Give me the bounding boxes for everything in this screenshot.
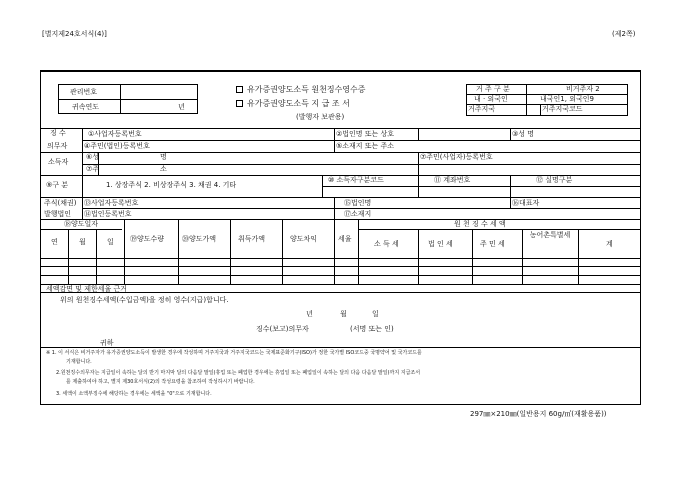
note-1-cont: 기재합니다. (66, 359, 92, 365)
earner-address-label: ⑦주 (86, 165, 100, 173)
rate-header: 세율 (338, 235, 352, 243)
date-month: 월 (340, 310, 347, 318)
kind-label: ⑨구 분 (46, 181, 69, 189)
resident-tax-header: 주 민 세 (480, 240, 505, 248)
note-2-cont: 를 제출하여야 하고, 별지 제30호서식(2)의 작성요령을 참조하여 작성하시기 바랍니다. (66, 379, 255, 385)
earner-name-label: ⑥성 (86, 153, 100, 161)
payer-label: 징수(보고)의무자 (256, 325, 309, 333)
country-label: 거주지국 (468, 105, 496, 113)
month-header: 월 (79, 238, 86, 246)
earner-name-label-2: 명 (160, 153, 167, 161)
income-tax-header: 소 득 세 (374, 240, 399, 248)
residence-class-label: 거 주 구 분 (476, 85, 510, 93)
issuer-address-label: ⑰소재지 (344, 210, 372, 218)
year-header: 연 (51, 238, 58, 246)
total-header: 계 (606, 240, 613, 248)
earner-address-label-2: 소 (160, 165, 167, 173)
note-2: 2.원천징수의무자는 지급일이 속하는 달의 반기 마지막 달의 다음달 말일(휴업 또는 폐업한 경우에는 휴업일 또는 폐업일이 속하는 달의 다음 다음달 말일)까지 지급조서 (56, 370, 421, 376)
withholding-header: 원 천 징 수 세 액 (454, 220, 506, 228)
copy-type: (발행자 보관용) (296, 113, 345, 121)
earner-id-label: ⑦주민(사업자)등록번호 (420, 153, 493, 161)
signature-label: (서명 또는 인) (350, 325, 394, 333)
corp-tax-header: 법 인 세 (428, 240, 453, 248)
withholder-corp-name-label: ②법인명 또는 상호 (336, 130, 395, 138)
issuer-corp-name-label: ⑮법인명 (344, 199, 372, 207)
title-payment-statement: 유가증권양도소득 지 급 조 서 (236, 99, 350, 109)
country-code-label: 거주지국코드 (542, 105, 583, 113)
nationality-label: 내 · 외국인 (474, 95, 508, 103)
account-number-label: ⑪ 계좌번호 (434, 176, 471, 184)
day-header: 일 (107, 238, 114, 246)
issuer-biz-no-label: ⑬사업자등록번호 (84, 199, 139, 207)
issuer-label-2: 발행법인 (44, 210, 72, 218)
withholder-biz-no-label: ①사업자등록번호 (88, 130, 142, 138)
real-name-label: ⑫ 실명구분 (536, 176, 573, 184)
note-1: ※ 1. 이 서식은 비거주자가 유가증권양도소득이 발생한 경우에 작성하며 거주지국과 거주지국코드는 국제표준화기구(ISO)가 정한 국가별 ISO코드중 국명약어 및 국가코드를 (46, 350, 422, 356)
withholder-address-label: ⑤소재지 또는 주소 (336, 142, 395, 150)
form-reference: [별지제24호서식(4)] (42, 30, 107, 38)
rural-tax-header: 농어촌특별세 (529, 231, 571, 239)
paper-spec: 297㎜×210㎜(일반용지 60g/㎡(재활용품)) (470, 410, 607, 418)
statement-checkbox[interactable] (236, 100, 243, 107)
year-suffix: 년 (178, 103, 185, 111)
date-year: 년 (306, 310, 313, 318)
kind-options: 1. 상장주식 2. 비상장주식 3. 채권 4. 기타 (106, 181, 237, 189)
date-day: 일 (372, 310, 379, 318)
management-number-label: 관리번호 (70, 88, 98, 96)
nationality-value: 내국인1, 외국인9 (540, 95, 594, 103)
earner-label: 소득자 (48, 158, 69, 166)
year-label: 귀속연도 (72, 103, 100, 111)
page-indicator: (제2쪽) (612, 30, 636, 38)
withholder-rep-name-label: ③성 명 (512, 130, 535, 138)
note-3: 3. 세액이 소액부징수에 해당하는 경우에는 세액을 "0"으로 기재합니다. (56, 391, 212, 397)
reduction-basis-label: 세액감면 및 제한세율 근거 (46, 285, 128, 293)
addressee-label: 귀하 (100, 339, 114, 347)
residence-class-value: 비거주자 2 (566, 85, 600, 93)
issuer-corp-reg-label: ⑭법인등록번호 (84, 210, 132, 218)
withholder-label-1: 징 수 (50, 129, 66, 137)
issuer-label-1: 주식(채권) (44, 199, 77, 207)
income-code-label: ⑩ 소득자구분코드 (328, 176, 384, 184)
transfer-date-header: ⑱양도일자 (64, 220, 99, 228)
gain-header: 양도차익 (290, 235, 318, 243)
price-header: ⑳양도가액 (182, 235, 217, 243)
acquisition-header: 취득가액 (238, 235, 266, 243)
receipt-statement: 위의 원천징수세액(수입금액)을 정히 영수(지급)합니다. (60, 296, 229, 304)
receipt-checkbox[interactable] (236, 86, 243, 93)
issuer-rep-label: ⑯대표자 (512, 199, 540, 207)
quantity-header: ⑲양도수량 (130, 235, 165, 243)
withholder-label-2: 의무자 (47, 142, 68, 150)
withholder-corp-reg-label: ④주민(법인)등록번호 (84, 142, 150, 150)
title-receipt: 유가증권양도소득 원천징수영수증 (236, 85, 365, 95)
